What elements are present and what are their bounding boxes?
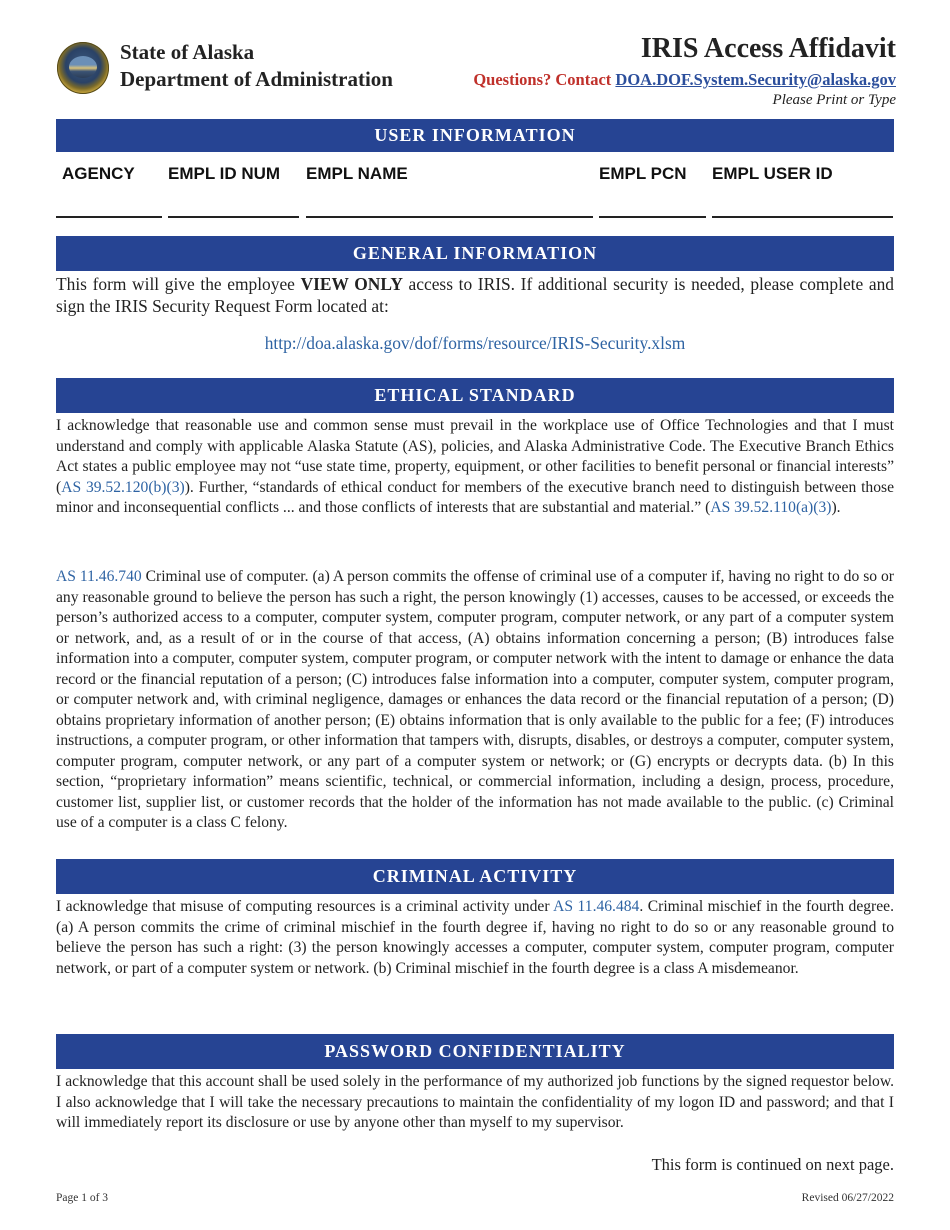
criminal-use-paragraph (56, 567, 894, 834)
agency-input-line[interactable] (56, 216, 162, 218)
empl-user-id-input-line[interactable] (712, 216, 893, 218)
field-label-empl-pcn: EMPL PCN (599, 164, 687, 183)
print-note: Please Print or Type (772, 92, 896, 108)
contact-prefix: Questions? Contact (473, 70, 612, 89)
criminal-use-text: Criminal use of computer. (a) A person commits the offense of criminal use of a computer if, having no right to do so or any reasonable ground to believe the person has such a right, the person knowingly (1) accesses, causes to be accessed, or exceeds the person’s authorized access to a computer, computer system, computer program, computer network, or any part of a computer system or network, and, as a result of or in the course of that access, (A) obtains information concerning a person; (B) introduces false information into a computer, computer system, computer program, or computer network with the intent to damage or enhance the data record or the financial reputation of a person; (C) introduces false information into a computer, computer system, computer program, or computer network and, with criminal negligence, damages or enhances the data record or the financial reputation of a person; (D) obtains proprietary information of another person; (E) obtains information that is only available to the public for a fee; (F) introduces instructions, a computer program, or other information that tampers with, disrupts, disables, or destroys a computer, computer system, computer program, computer network, or any part of a computer system or network; or (G) encrypts or decrypts data. (b) In this section, “proprietary information” means scientific, technical, or commercial information, including a design, process, procedure, customer list, supplier list, or customer records that the holder of the information has not made available to the public. (c) Criminal use of a computer is a class C felony. (56, 568, 894, 831)
section-heading-ethical-standard: ETHICAL STANDARD (56, 378, 894, 413)
empl-id-num-input-line[interactable] (168, 216, 299, 218)
empl-pcn-input-line[interactable] (599, 216, 706, 218)
statute-link-11-46-484[interactable]: AS 11.46.484 (553, 898, 640, 915)
ethical-text-b: ). Further, “standards of ethical conduct for members of the executive branch need to distinguish between those minor and inconsequential conflicts ... and those conflicts of interests that are substantial and material.” ( (56, 478, 894, 516)
ethical-text-c: ). (831, 499, 841, 516)
section-heading-criminal-activity: CRIMINAL ACTIVITY (56, 859, 894, 894)
general-text-before: This form will give the employee (56, 274, 295, 294)
criminal-text-a: I acknowledge that misuse of computing resources is a criminal activity under (56, 898, 554, 915)
user-info-fields (56, 162, 894, 222)
criminal-activity-paragraph (56, 897, 894, 979)
state-seal-logo (57, 42, 109, 94)
org-name-state: State of Alaska (120, 40, 255, 64)
contact-email-link[interactable]: DOA.DOF.System.Security@alaska.gov (615, 70, 896, 89)
password-paragraph: I acknowledge that this account shall be used solely in the performance of my authorized job functions by the signed requestor below. I also acknowledge that I will take the necessary precautions to maintain the confidentiality of my logon ID and password; and that I will immediately report its disclosure or use by anyone other than myself to my supervisor. (56, 1073, 894, 1131)
page-header (0, 0, 950, 118)
continued-note: This form is continued on next page. (651, 1155, 894, 1174)
field-label-empl-user-id: EMPL USER ID (712, 164, 833, 183)
general-text-after: access to IRIS. If additional security is needed, please complete and sign the IRIS Security Request Form located at: (56, 274, 894, 316)
criminal-text-b: . Criminal mischief in the fourth degree. (a) A person commits the crime of criminal mischief in the fourth degree if, having no right to do so or any reasonable ground to believe the person has such a right: (3) the person knowingly accesses a computer, computer system, computer program, computer network, or part of a computer system or network. (b) Criminal mischief in the fourth degree is a class A misdemeanor. (56, 898, 894, 977)
org-name-department: Department of Administration (120, 67, 393, 91)
empl-name-input-line[interactable] (306, 216, 593, 218)
page-number: Page 1 of 3 (56, 1192, 109, 1204)
revision-date: Revised 06/27/2022 (801, 1192, 894, 1204)
statute-link-39-52-110[interactable]: AS 39.52.110(a)(3) (710, 499, 832, 516)
ethical-text-a: I acknowledge that reasonable use and common sense must prevail in the workplace use of Office Technologies and that I must understand and comply with applicable Alaska Statute (AS), policies, and Alaska Administrative Code. The Executive Branch Ethics Act states a public employee may not “use state time, property, equipment, or other facilities to benefit personal or financial interests” ( (56, 417, 894, 496)
statute-link-39-52-120[interactable]: AS 39.52.120(b)(3) (61, 478, 185, 496)
general-info-text (56, 273, 894, 317)
view-only-emphasis: VIEW ONLY (300, 274, 403, 294)
contact-line (473, 70, 896, 90)
page-title: IRIS Access Affidavit (640, 33, 896, 64)
field-label-empl-id-num: EMPL ID NUM (168, 164, 281, 183)
ethical-paragraph (56, 416, 894, 519)
field-label-agency: AGENCY (62, 164, 135, 183)
section-heading-general-information: GENERAL INFORMATION (56, 236, 894, 271)
statute-link-11-46-740[interactable]: AS 11.46.740 (56, 568, 142, 585)
section-heading-user-information: USER INFORMATION (56, 119, 894, 152)
iris-security-form-link[interactable]: http://doa.alaska.gov/dof/forms/resource/IRIS-Security.xlsm (264, 333, 686, 353)
field-label-empl-name: EMPL NAME (306, 164, 408, 183)
section-heading-password-confidentiality: PASSWORD CONFIDENTIALITY (56, 1034, 894, 1069)
